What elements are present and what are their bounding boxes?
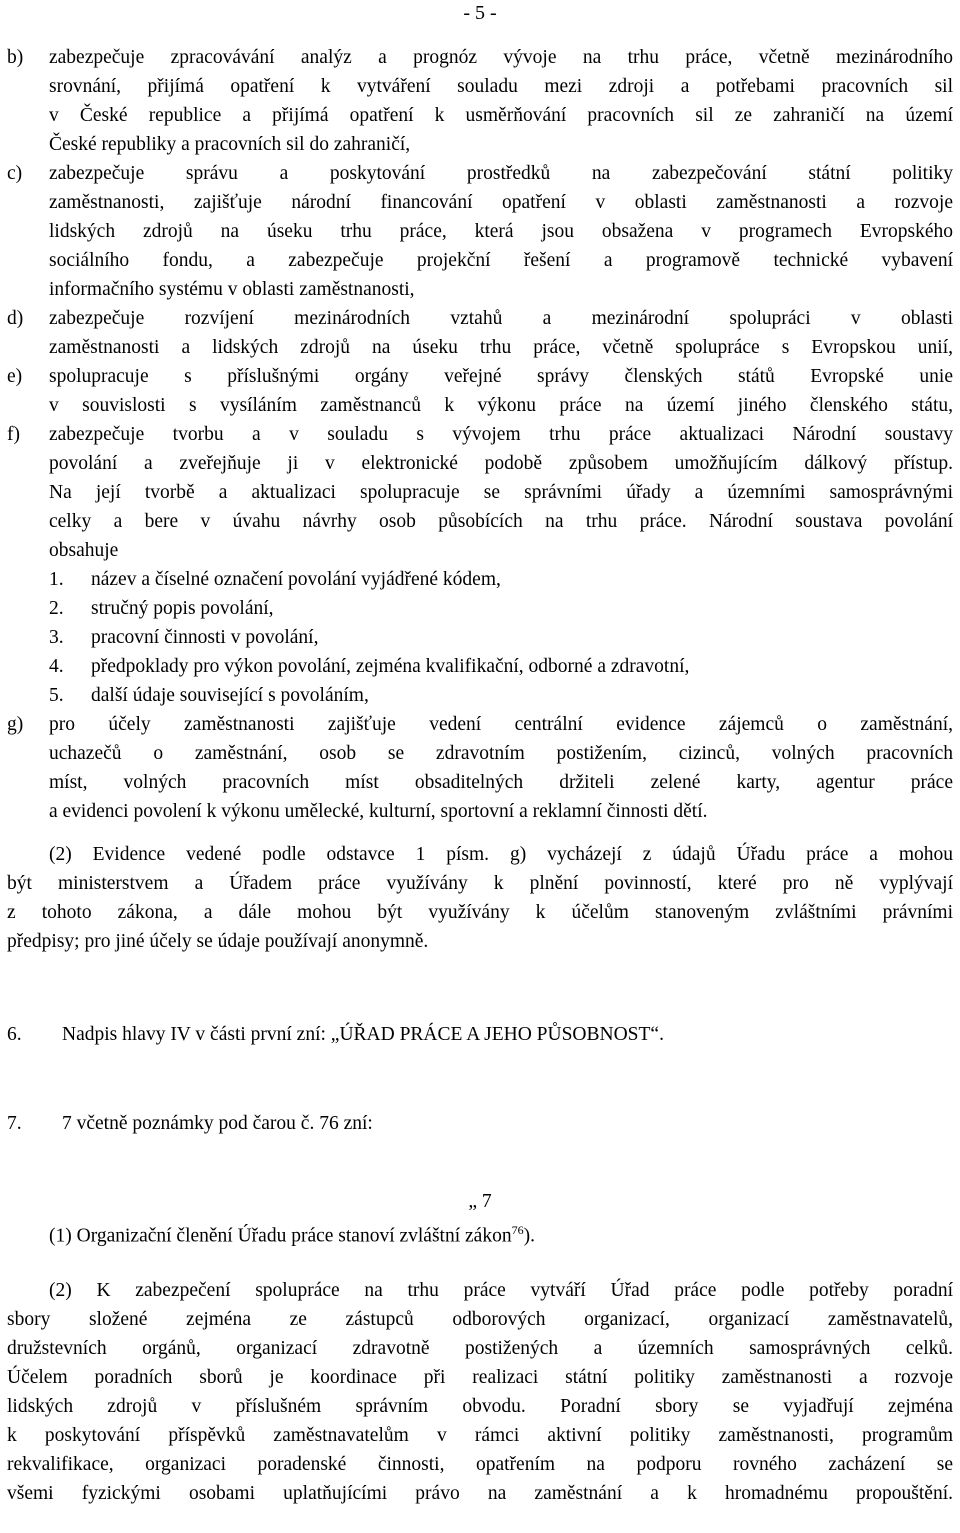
list-item-e <box>7 362 953 420</box>
paragraph-7-2 <box>7 1276 953 1508</box>
text-line: lidských zdrojů na úseku trhu práce, která jsou obsažena v programech Evropského <box>49 221 953 242</box>
text-line: a evidenci povolení k výkonu umělecké, kulturní, sportovní a reklamní činnosti dětí. <box>49 801 708 822</box>
text-line: zabezpečuje správu a poskytování prostředků na zabezpečování státní politiky <box>49 163 953 184</box>
list-item-g <box>7 710 953 826</box>
text-line: míst, volných pracovních míst obsaditelných držiteli zelené karty, agentur práce <box>49 772 953 793</box>
numbered-item-number: 2. <box>49 598 64 619</box>
numbered-item-text: stručný popis povolání, <box>91 598 274 619</box>
item-text <box>49 304 953 362</box>
text-line: sbory složené zejména ze zástupců odborových organizací, organizací zaměstnavatelů, <box>7 1308 953 1330</box>
text-line: informačního systému v oblasti zaměstnanosti, <box>49 279 415 300</box>
paragraph-2 <box>7 840 953 956</box>
numbered-item <box>49 681 953 710</box>
text-line: České republiky a pracovních sil do zahraničí, <box>49 134 411 155</box>
document-body <box>7 43 953 1508</box>
section-6 <box>7 1020 953 1049</box>
text-line: spolupracuje s příslušnými orgány veřejné správy členských států Evropské unie <box>49 366 953 387</box>
numbered-item-number: 4. <box>49 656 64 677</box>
item-label: d) <box>7 308 24 329</box>
paragraph-text: (1) Organizační členění Úřadu práce stanoví zvláštní zákon <box>49 1225 512 1247</box>
text-line: zabezpečuje zpracovávání analýz a prognóz vývoje na trhu práce, včetně mezinárodního <box>49 47 953 68</box>
text-line: srovnání, přijímá opatření k vytváření souladu mezi zdroji a potřebami pracovních sil <box>49 76 953 97</box>
list-item-f <box>7 420 953 710</box>
item-text <box>49 362 953 420</box>
paragraph-7-1 <box>7 1216 953 1251</box>
text-line: sociálního fondu, a zabezpečuje projekční řešení a programově technické vybavení <box>49 250 953 271</box>
text-line: povolání a zveřejňuje ji v elektronické podobě způsobem umožňujícím dálkový přístup. <box>49 453 953 474</box>
text-line: z tohoto zákona, a dále mohou být využívány k účelům stanoveným zvláštními právními <box>7 902 953 923</box>
list-item-c <box>7 159 953 304</box>
text-line: pro účely zaměstnanosti zajišťuje vedení centrální evidence zájemců o zaměstnání, <box>49 714 953 735</box>
item-label: e) <box>7 366 23 387</box>
item-label: f) <box>7 424 20 445</box>
item-label: b) <box>7 47 24 68</box>
page-number: - 5 - <box>463 2 497 24</box>
section-number: 6. <box>7 1024 22 1045</box>
item-text <box>49 710 953 826</box>
text-line: všemi fyzickými osobami uplatňujícími právo na zaměstnání a k hromadnému propouštění. <box>7 1482 953 1504</box>
numbered-item <box>49 565 953 594</box>
item-label: c) <box>7 163 23 184</box>
list-item-d <box>7 304 953 362</box>
text-line: předpisy; pro jiné účely se údaje používají anonymně. <box>7 931 429 952</box>
footnote-ref: 76 <box>511 1223 524 1237</box>
section-text: 7 včetně poznámky pod čarou č. 76 zní: <box>62 1113 373 1134</box>
numbered-item-text: název a číselné označení povolání vyjádřené kódem, <box>91 569 501 590</box>
text-line: v souvislosti s vysíláním zaměstnanců k výkonu práce na území jiného členského státu, <box>49 395 953 416</box>
text-line: být ministerstvem a Úřadem práce využívány k plnění povinností, které pro ně vyplývají <box>7 873 953 894</box>
numbered-item-number: 5. <box>49 685 64 706</box>
numbered-item-text: pracovní činnosti v povolání, <box>91 627 319 648</box>
item-label: g) <box>7 714 24 735</box>
text-line: Účelem poradních sborů je koordinace při realizaci státní politiky zaměstnanosti a rozvoje <box>7 1366 953 1388</box>
items-b-to-f <box>7 43 953 826</box>
text-line: družstevních orgánů, organizací zdravotně postižených a územních samosprávných celků. <box>7 1337 953 1359</box>
text-line: v České republice a přijímá opatření k usměrňování pracovních sil ze zahraničí na území <box>49 105 953 126</box>
numbered-item-text: předpoklady pro výkon povolání, zejména kvalifikační, odborné a zdravotní, <box>91 656 690 677</box>
text-line: celky a bere v úvahu návrhy osob působících na trhu práce. Národní soustava povolání <box>49 511 953 532</box>
list-item-b <box>7 43 953 159</box>
text-line: zaměstnanosti a lidských zdrojů na úseku trhu práce, včetně spolupráce s Evropskou unií, <box>49 337 953 358</box>
text-line: zabezpečuje tvorbu a v souladu s vývojem trhu práce aktualizaci Národní soustavy <box>49 424 953 445</box>
numbered-item-text: další údaje související s povoláním, <box>91 685 369 706</box>
section-7 <box>7 1109 953 1138</box>
text-line: zaměstnanosti, zajišťuje národní financování opatření v oblasti zaměstnanosti a rozvoje <box>49 192 953 213</box>
text-line: (2) K zabezpečení spolupráce na trhu práce vytváří Úřad práce podle potřeby poradní <box>49 1279 953 1301</box>
text-line: (2) Evidence vedené podle odstavce 1 písm. g) vycházejí z údajů Úřadu práce a mohou <box>49 844 953 865</box>
text-line: rekvalifikace, organizaci poradenské činnosti, opatřením na podporu rovného zacházení se <box>7 1453 953 1475</box>
text-line: uchazečů o zaměstnání, osob se zdravotním postižením, cizinců, volných pracovních <box>49 743 953 764</box>
numbered-item <box>49 623 953 652</box>
item-text <box>49 420 953 710</box>
section-text: Nadpis hlavy IV v části první zní: „ÚŘAD PRÁCE A JEHO PŮSOBNOST“. <box>62 1024 664 1045</box>
text-line: Na její tvorbě a aktualizaci spolupracuje se správními úřady a územními samosprávnými <box>49 482 953 503</box>
text-line: lidských zdrojů v příslušném správním obvodu. Poradní sbory se vyjadřují zejména <box>7 1395 953 1417</box>
text-line: obsahuje <box>49 540 119 561</box>
item-text <box>49 43 953 159</box>
numbered-item-number: 3. <box>49 627 64 648</box>
numbered-item <box>49 594 953 623</box>
item-text <box>49 159 953 304</box>
numbered-item-number: 1. <box>49 569 64 590</box>
section-number: 7. <box>7 1113 22 1134</box>
text-line: zabezpečuje rozvíjení mezinárodních vztahů a mezinárodní spolupráci v oblasti <box>49 308 953 329</box>
text-line: k poskytování příspěvků zaměstnavatelům v rámci aktivní politiky zaměstnanosti, programům <box>7 1424 953 1446</box>
numbered-item <box>49 652 953 681</box>
paragraph-heading: „ 7 <box>468 1191 492 1212</box>
paragraph-text-tail: ). <box>523 1225 535 1247</box>
